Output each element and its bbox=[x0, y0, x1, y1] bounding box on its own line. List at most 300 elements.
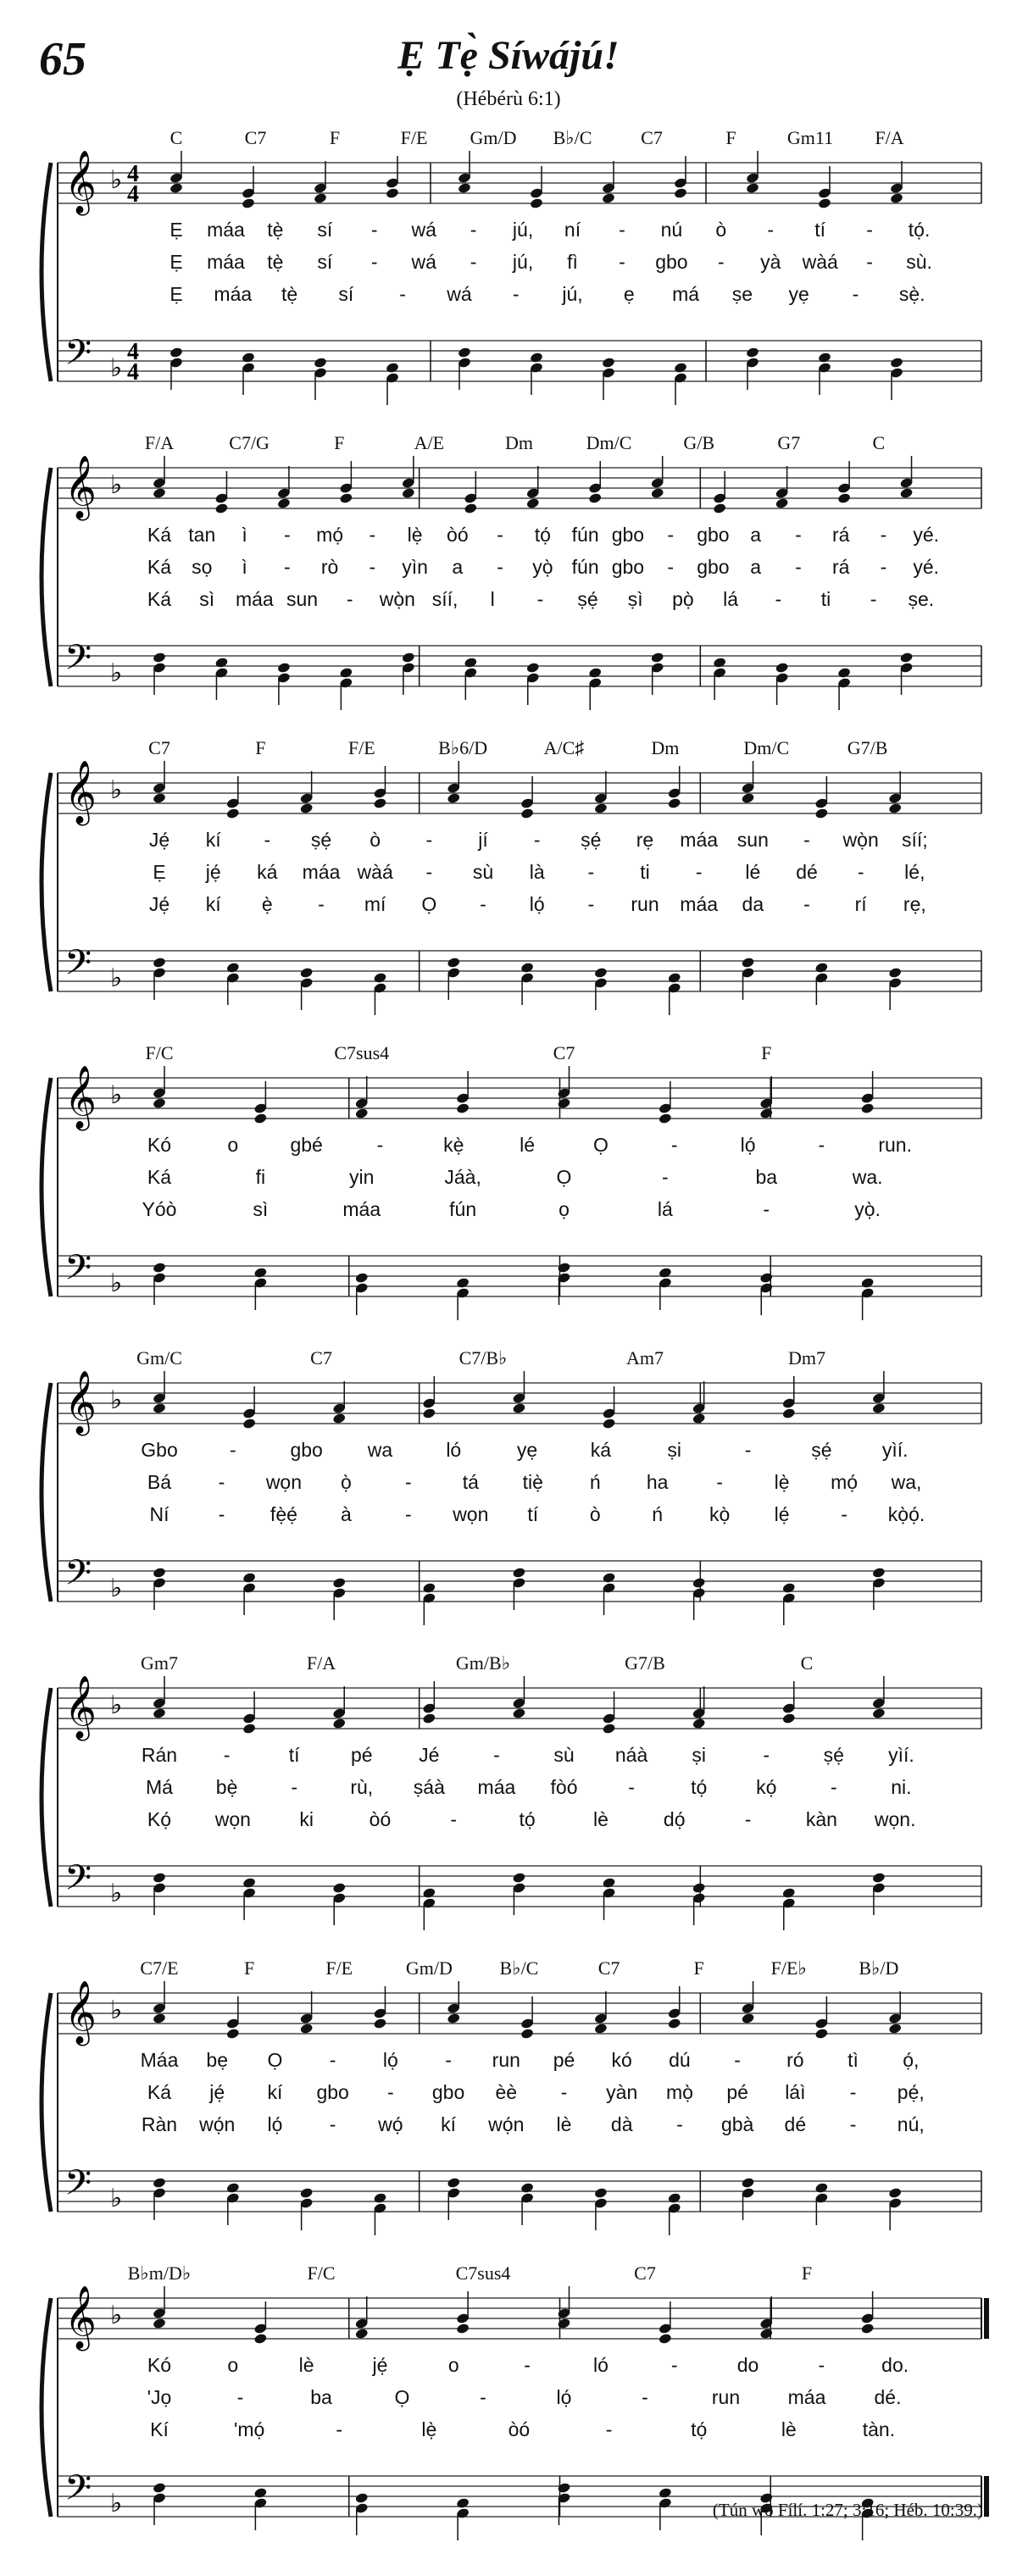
lyric-syllable: gbo bbox=[697, 524, 730, 546]
lyric-syllable: jẹ́ bbox=[205, 861, 221, 883]
note-head bbox=[386, 362, 400, 374]
bass-clef-icon: 𝄢 bbox=[64, 637, 92, 686]
note-head bbox=[899, 652, 914, 663]
treble-clef-icon: 𝄞 bbox=[64, 761, 97, 824]
note-head bbox=[713, 657, 727, 669]
lyric-syllable: - bbox=[405, 1471, 412, 1493]
chord-symbol: Dm7 bbox=[788, 1347, 825, 1368]
lyric-syllable: pẹ́, bbox=[897, 2081, 925, 2103]
lyric-syllable: Ẹ bbox=[170, 219, 183, 241]
lyric-syllable: rò bbox=[320, 556, 339, 578]
lyric-syllable: wa bbox=[367, 1439, 393, 1461]
lyric-syllable: - bbox=[470, 251, 477, 273]
lyric-syllable: lè bbox=[592, 1808, 609, 1830]
chord-symbol: B♭/C bbox=[553, 127, 592, 148]
lyric-syllable: - bbox=[866, 251, 873, 273]
note-head bbox=[741, 2177, 755, 2189]
lyric-syllable: ní bbox=[564, 219, 581, 241]
lyric-syllable: tá bbox=[462, 1471, 479, 1493]
lyric-syllable: tan bbox=[188, 524, 216, 546]
lyric-syllable: o bbox=[227, 1134, 239, 1156]
chord-symbol: F/E bbox=[400, 127, 428, 148]
chord-symbol: C bbox=[800, 1652, 814, 1674]
lyric-syllable: rù, bbox=[350, 1776, 374, 1798]
lyric-syllable: lẹ́ bbox=[774, 1503, 790, 1525]
note-head bbox=[314, 357, 328, 369]
flat-key-icon: ♭ bbox=[110, 2301, 123, 2330]
note-head bbox=[525, 662, 540, 674]
note-head bbox=[354, 1272, 369, 1284]
lyric-syllable: fún bbox=[571, 524, 599, 546]
lyric-syllable: - bbox=[849, 2113, 857, 2135]
lyric-syllable: - bbox=[841, 1503, 848, 1525]
lyric-syllable: kó bbox=[611, 2049, 632, 2071]
lyric-syllable: do. bbox=[881, 2354, 909, 2376]
lyric-syllable: - bbox=[497, 524, 503, 546]
lyric-syllable: sì bbox=[253, 1198, 269, 1220]
note-head bbox=[299, 967, 314, 979]
lyric-syllable: run bbox=[492, 2049, 520, 2071]
lyric-syllable: yé. bbox=[913, 524, 940, 546]
lyric-syllable: - bbox=[218, 1471, 225, 1493]
note-head bbox=[512, 1872, 526, 1884]
lyric-syllable: rẹ, bbox=[903, 893, 926, 915]
lyric-syllable: máa bbox=[235, 588, 274, 610]
lyric-syllable: - bbox=[283, 524, 291, 546]
lyric-syllable: - bbox=[283, 556, 291, 578]
chord-symbol: G7 bbox=[777, 432, 801, 453]
lyric-syllable: à bbox=[340, 1503, 352, 1525]
lyric-syllable: 'mọ́ bbox=[233, 2418, 265, 2440]
lyric-syllable: - bbox=[818, 1134, 825, 1156]
lyric-syllable: - bbox=[795, 524, 802, 546]
lyric-syllable: ró bbox=[786, 2049, 804, 2071]
lyric-syllable: - bbox=[670, 1134, 678, 1156]
lyric-syllable: wọn bbox=[265, 1471, 303, 1493]
lyric-syllable: - bbox=[662, 1166, 669, 1188]
note-head bbox=[860, 1277, 875, 1289]
lyric-syllable: ha bbox=[646, 1471, 669, 1493]
note-head bbox=[402, 652, 416, 663]
lyric-syllable: - bbox=[450, 1808, 458, 1830]
treble-clef-icon: 𝄞 bbox=[64, 1066, 97, 1129]
lyric-syllable: - bbox=[524, 2354, 531, 2376]
lyric-syllable: - bbox=[480, 893, 486, 915]
lyric-syllable: máa bbox=[302, 861, 341, 883]
lyric-syllable: là bbox=[529, 861, 545, 883]
lyric-syllable: - bbox=[425, 861, 433, 883]
lyric-syllable: - bbox=[223, 1744, 231, 1766]
lyric-syllable: lá bbox=[657, 1198, 673, 1220]
note-head bbox=[214, 657, 229, 669]
lyric-syllable: - bbox=[264, 829, 271, 851]
chord-symbol: B♭/C bbox=[499, 1957, 539, 1979]
lyric-syllable: lọ́ bbox=[556, 2386, 572, 2408]
chord-symbol: F/A bbox=[875, 127, 904, 148]
lyric-syllable: - bbox=[376, 1134, 384, 1156]
lyric-syllable: sù. bbox=[906, 251, 932, 273]
lyric-syllable: tẹ̀ bbox=[267, 251, 284, 273]
note-head bbox=[226, 962, 241, 974]
lyric-syllable: máa bbox=[477, 1776, 516, 1798]
note-head bbox=[153, 957, 167, 969]
bass-clef-icon: 𝄢 bbox=[64, 1247, 92, 1296]
chord-symbol: C7/G bbox=[229, 432, 270, 453]
music-system bbox=[0, 737, 1017, 1051]
lyric-syllable: - bbox=[445, 2049, 452, 2071]
lyric-syllable: run. bbox=[878, 1134, 912, 1156]
lyric-syllable: lọ́ bbox=[529, 893, 545, 915]
lyric-syllable: - bbox=[425, 829, 433, 851]
note-head bbox=[242, 1572, 257, 1584]
note-head bbox=[373, 972, 387, 984]
lyric-syllable: - bbox=[695, 861, 703, 883]
lyric-syllable: wọn. bbox=[874, 1808, 916, 1830]
lyric-syllable: Ọ bbox=[267, 2049, 283, 2071]
chord-symbol: Gm/D bbox=[470, 127, 517, 148]
lyric-syllable: máa bbox=[787, 2386, 826, 2408]
lyric-syllable: - bbox=[399, 283, 406, 305]
lyric-syllable: ṣáà bbox=[413, 1776, 445, 1798]
note-head bbox=[818, 352, 832, 364]
lyric-syllable: yìí. bbox=[888, 1744, 914, 1766]
lyric-syllable: - bbox=[619, 219, 625, 241]
lyric-syllable: fẹ̀ẹ́ bbox=[270, 1503, 297, 1525]
lyric-syllable: lẹ̀ bbox=[774, 1471, 790, 1493]
lyric-syllable: a bbox=[750, 524, 762, 546]
lyric-syllable: ò bbox=[715, 219, 727, 241]
lyric-syllable: Ká bbox=[147, 1166, 172, 1188]
flat-key-icon: ♭ bbox=[110, 1879, 123, 1908]
lyric-syllable: Kí bbox=[150, 2418, 169, 2440]
lyric-syllable: tì bbox=[848, 2049, 859, 2071]
lyric-syllable: ò bbox=[589, 1503, 601, 1525]
lyric-syllable: jú, bbox=[512, 251, 534, 273]
lyric-syllable: kàn bbox=[805, 1808, 837, 1830]
lyric-syllable: lọ́ bbox=[267, 2113, 283, 2135]
lyric-syllable: máa bbox=[214, 283, 253, 305]
lyric-syllable: jí bbox=[478, 829, 488, 851]
lyric-syllable: rí bbox=[854, 893, 867, 915]
lyric-syllable: - bbox=[229, 1439, 236, 1461]
music-system bbox=[0, 1957, 1017, 2271]
lyric-syllable: Bá bbox=[147, 1471, 172, 1493]
note-head bbox=[422, 1887, 436, 1899]
lyric-syllable: ṣẹ́ bbox=[823, 1744, 844, 1766]
lyric-syllable: tọ́ bbox=[519, 1808, 536, 1830]
lyric-syllable: fòó bbox=[550, 1776, 578, 1798]
lyric-syllable: - bbox=[512, 283, 520, 305]
chord-symbol: F bbox=[801, 2262, 813, 2284]
lyric-syllable: - bbox=[744, 1439, 752, 1461]
lyric-syllable: dà bbox=[610, 2113, 633, 2135]
note-head bbox=[659, 2487, 673, 2499]
note-head bbox=[153, 652, 167, 663]
treble-clef-icon: 𝄞 bbox=[64, 2286, 97, 2349]
chord-symbol: F/C bbox=[307, 2262, 336, 2284]
note-head bbox=[594, 2187, 609, 2199]
chord-symbol: A/E bbox=[414, 432, 445, 453]
lyric-syllable: - bbox=[369, 556, 376, 578]
lyric-syllable: ṣi bbox=[692, 1744, 706, 1766]
lyric-syllable: - bbox=[803, 829, 810, 851]
note-head bbox=[781, 1582, 796, 1594]
chord-symbol: Dm/C bbox=[586, 432, 632, 453]
note-head bbox=[667, 972, 681, 984]
lyric-syllable: síí, bbox=[431, 588, 458, 610]
note-head bbox=[456, 1277, 470, 1289]
lyric-syllable: ni. bbox=[891, 1776, 912, 1798]
flat-key-icon: ♭ bbox=[110, 165, 123, 195]
note-head bbox=[153, 1567, 167, 1579]
lyric-syllable: lé bbox=[520, 1134, 536, 1156]
lyric-syllable: gbà bbox=[720, 2113, 754, 2135]
note-head bbox=[872, 1872, 886, 1884]
chord-symbol: F/E bbox=[347, 737, 375, 758]
lyric-syllable: - bbox=[470, 219, 477, 241]
treble-clef-icon: 𝄞 bbox=[64, 1371, 97, 1434]
lyric-syllable: ṣì bbox=[627, 588, 643, 610]
bass-clef-icon: 𝄢 bbox=[64, 332, 92, 381]
lyric-syllable: máa bbox=[207, 251, 245, 273]
lyric-syllable: ba bbox=[310, 2386, 332, 2408]
lyric-syllable: ṣẹ́ bbox=[577, 588, 598, 610]
music-system bbox=[0, 1347, 1017, 1661]
lyric-syllable: sun bbox=[286, 588, 319, 610]
chord-symbol: Gm/D bbox=[405, 1957, 453, 1979]
lyric-syllable: fún bbox=[571, 556, 599, 578]
note-head bbox=[602, 1877, 616, 1889]
lyric-syllable: - bbox=[605, 2418, 613, 2440]
flat-key-icon: ♭ bbox=[110, 353, 123, 383]
chord-symbol: C7 bbox=[553, 1042, 575, 1063]
lyric-syllable: lé bbox=[745, 861, 761, 883]
lyric-syllable: dé bbox=[796, 861, 818, 883]
note-head bbox=[888, 967, 903, 979]
scripture-reference: (Hébérù 6:1) bbox=[456, 88, 561, 110]
lyric-syllable: ló bbox=[592, 2354, 609, 2376]
time-signature: 4 bbox=[127, 161, 139, 187]
lyric-syllable: nú bbox=[660, 219, 683, 241]
chord-symbol: C7 bbox=[148, 737, 170, 758]
note-head bbox=[447, 2177, 461, 2189]
flat-key-icon: ♭ bbox=[110, 1269, 123, 1298]
lyric-syllable: yọ̀. bbox=[854, 1198, 881, 1220]
lyric-syllable: tàn. bbox=[862, 2418, 896, 2440]
lyric-syllable: yìí. bbox=[881, 1439, 909, 1461]
lyric-syllable: tí bbox=[814, 219, 826, 241]
lyric-syllable: yé. bbox=[913, 556, 940, 578]
lyric-syllable: kí bbox=[205, 893, 221, 915]
lyric-syllable: - bbox=[857, 861, 864, 883]
note-head bbox=[814, 962, 829, 974]
bass-clef-icon: 𝄢 bbox=[64, 2162, 92, 2212]
chord-symbol: C7 bbox=[634, 2262, 656, 2284]
lyric-syllable: run bbox=[711, 2386, 741, 2408]
flat-key-icon: ♭ bbox=[110, 1690, 123, 1720]
lyric-syllable: Ọ bbox=[592, 1134, 609, 1156]
lyric-syllable: lọ́ bbox=[382, 2049, 398, 2071]
lyric-syllable: - bbox=[880, 556, 887, 578]
lyric-syllable: sí bbox=[338, 283, 354, 305]
lyric-syllable: Jáà, bbox=[444, 1166, 481, 1188]
lyric-syllable: máa bbox=[680, 829, 719, 851]
note-head bbox=[746, 347, 760, 358]
flat-key-icon: ♭ bbox=[110, 963, 123, 993]
lyric-syllable: - bbox=[560, 2081, 568, 2103]
lyric-syllable: lẹ̀ bbox=[407, 524, 423, 546]
lyric-syllable: - bbox=[870, 588, 877, 610]
lyric-syllable: ba bbox=[755, 1166, 778, 1188]
lyric-syllable: - bbox=[767, 219, 775, 241]
music-system bbox=[0, 2262, 1017, 2576]
chord-symbol: F/A bbox=[306, 1652, 336, 1674]
time-signature: 4 bbox=[127, 339, 139, 365]
lyric-syllable: Ọ bbox=[556, 1166, 572, 1188]
lyric-syllable: sọ bbox=[192, 556, 213, 578]
lyric-syllable: láì bbox=[785, 2081, 806, 2103]
lyric-syllable: jẹ́ bbox=[209, 2081, 225, 2103]
chord-symbol: F bbox=[243, 1957, 255, 1979]
lyric-syllable: sí bbox=[317, 251, 333, 273]
note-head bbox=[872, 1567, 886, 1579]
lyric-syllable: Gbo bbox=[141, 1439, 178, 1461]
lyric-syllable: yọ̀ bbox=[532, 556, 553, 578]
lyric-syllable: wọ̀n bbox=[842, 829, 879, 851]
note-head bbox=[153, 2177, 167, 2189]
lyric-syllable: ṣẹ́ bbox=[581, 829, 602, 851]
note-head bbox=[775, 662, 789, 674]
staff-lines bbox=[0, 127, 1017, 441]
lyric-syllable: gbo bbox=[697, 556, 730, 578]
lyric-syllable: - bbox=[667, 524, 674, 546]
lyric-syllable: - bbox=[818, 2354, 825, 2376]
note-head bbox=[557, 2482, 571, 2494]
time-signature: 4 bbox=[127, 359, 139, 386]
lyric-syllable: lọ́ bbox=[740, 1134, 756, 1156]
lyric-syllable: - bbox=[493, 1744, 500, 1766]
lyric-syllable: - bbox=[852, 283, 859, 305]
lyric-syllable: lé, bbox=[904, 861, 925, 883]
lyric-syllable: - bbox=[369, 524, 376, 546]
lyric-syllable: kẹ̀ bbox=[443, 1134, 464, 1156]
lyric-syllable: wọ́ bbox=[378, 2113, 403, 2135]
lyric-syllable: yà bbox=[760, 251, 781, 273]
chord-symbol: F bbox=[334, 432, 345, 453]
lyric-syllable: yin bbox=[349, 1166, 375, 1188]
chord-symbol: C7sus4 bbox=[334, 1042, 390, 1063]
lyric-syllable: l bbox=[490, 588, 495, 610]
note-head bbox=[373, 2192, 387, 2204]
lyric-syllable: wa. bbox=[852, 1166, 883, 1188]
lyric-syllable: - bbox=[218, 1503, 225, 1525]
lyric-syllable: síí; bbox=[901, 829, 928, 851]
chord-symbol: B♭6/D bbox=[438, 737, 488, 758]
note-head bbox=[557, 1262, 571, 1274]
lyric-syllable: - bbox=[667, 556, 674, 578]
chord-symbol: C bbox=[170, 127, 183, 148]
chord-symbol: Dm bbox=[504, 432, 533, 453]
note-head bbox=[226, 2182, 241, 2194]
lyric-syllable: máa bbox=[342, 1198, 381, 1220]
note-head bbox=[456, 2497, 470, 2509]
note-head bbox=[277, 662, 292, 674]
lyric-syllable: sí bbox=[317, 219, 333, 241]
note-head bbox=[153, 1262, 167, 1274]
lyric-syllable: wa, bbox=[891, 1471, 922, 1493]
lyric-syllable: - bbox=[336, 2418, 343, 2440]
note-head bbox=[594, 967, 609, 979]
treble-clef-icon: 𝄞 bbox=[64, 1676, 97, 1739]
lyric-syllable: kọ́ bbox=[756, 1776, 777, 1798]
flat-key-icon: ♭ bbox=[110, 1080, 123, 1110]
note-head bbox=[837, 667, 852, 679]
note-head bbox=[242, 352, 256, 364]
lyric-syllable: gbo bbox=[290, 1439, 323, 1461]
lyric-syllable: Ká bbox=[147, 524, 172, 546]
lyric-syllable: ò bbox=[370, 829, 381, 851]
chord-symbol: F bbox=[761, 1042, 772, 1063]
treble-clef-icon: 𝄞 bbox=[64, 151, 97, 214]
lyric-syllable: Rán bbox=[141, 1744, 178, 1766]
lyric-syllable: wọ̀n bbox=[379, 588, 415, 610]
lyric-syllable: - bbox=[387, 2081, 394, 2103]
lyric-syllable: ẹ bbox=[623, 283, 635, 305]
note-head bbox=[170, 347, 184, 358]
lyric-syllable: sẹ̀. bbox=[898, 283, 925, 305]
lyric-syllable: - bbox=[370, 251, 378, 273]
lyric-syllable: lè bbox=[781, 2418, 797, 2440]
lyric-syllable: dú bbox=[669, 2049, 691, 2071]
lyric-syllable: sù bbox=[472, 861, 494, 883]
lyric-syllable: Ká bbox=[147, 556, 172, 578]
treble-clef-icon: 𝄞 bbox=[64, 456, 97, 519]
lyric-syllable: Ní bbox=[149, 1503, 170, 1525]
lyric-syllable: tiẹ̀ bbox=[522, 1471, 543, 1493]
lyric-syllable: a bbox=[750, 556, 762, 578]
lyric-syllable: Ọ bbox=[394, 2386, 410, 2408]
lyric-syllable: dé bbox=[784, 2113, 807, 2135]
lyric-syllable: rẹ bbox=[636, 829, 654, 851]
lyric-syllable: bẹ̀ bbox=[215, 1776, 238, 1798]
lyric-syllable: bẹ bbox=[206, 2049, 228, 2071]
lyric-syllable: wọn bbox=[214, 1808, 251, 1830]
lyric-syllable: - bbox=[587, 861, 595, 883]
lyric-syllable: tẹ̀ bbox=[281, 283, 298, 305]
lyric-syllable: - bbox=[587, 893, 595, 915]
lyric-syllable: lè bbox=[556, 2113, 572, 2135]
lyric-syllable: máa bbox=[680, 893, 719, 915]
lyric-syllable: jẹ́ bbox=[372, 2354, 388, 2376]
lyric-syllable: wàá bbox=[357, 861, 393, 883]
lyric-syllable: máa bbox=[207, 219, 245, 241]
flat-key-icon: ♭ bbox=[110, 470, 123, 500]
lyric-syllable: ṣẹ́ bbox=[811, 1439, 832, 1461]
lyric-syllable: kí bbox=[441, 2113, 457, 2135]
lyric-syllable: tọ́. bbox=[908, 219, 931, 241]
note-head bbox=[153, 1872, 167, 1884]
note-head bbox=[888, 2187, 903, 2199]
bass-clef-icon: 𝄢 bbox=[64, 1857, 92, 1907]
lyric-syllable: ì bbox=[242, 524, 247, 546]
lyric-syllable: - bbox=[717, 251, 725, 273]
chord-symbol: B♭m/D♭ bbox=[127, 2262, 192, 2284]
lyric-syllable: sun bbox=[736, 829, 769, 851]
lyric-syllable: gbé bbox=[290, 1134, 323, 1156]
chord-symbol: C7/E bbox=[140, 1957, 179, 1979]
lyric-syllable: òó bbox=[447, 524, 469, 546]
lyric-syllable: wọn bbox=[453, 1503, 489, 1525]
